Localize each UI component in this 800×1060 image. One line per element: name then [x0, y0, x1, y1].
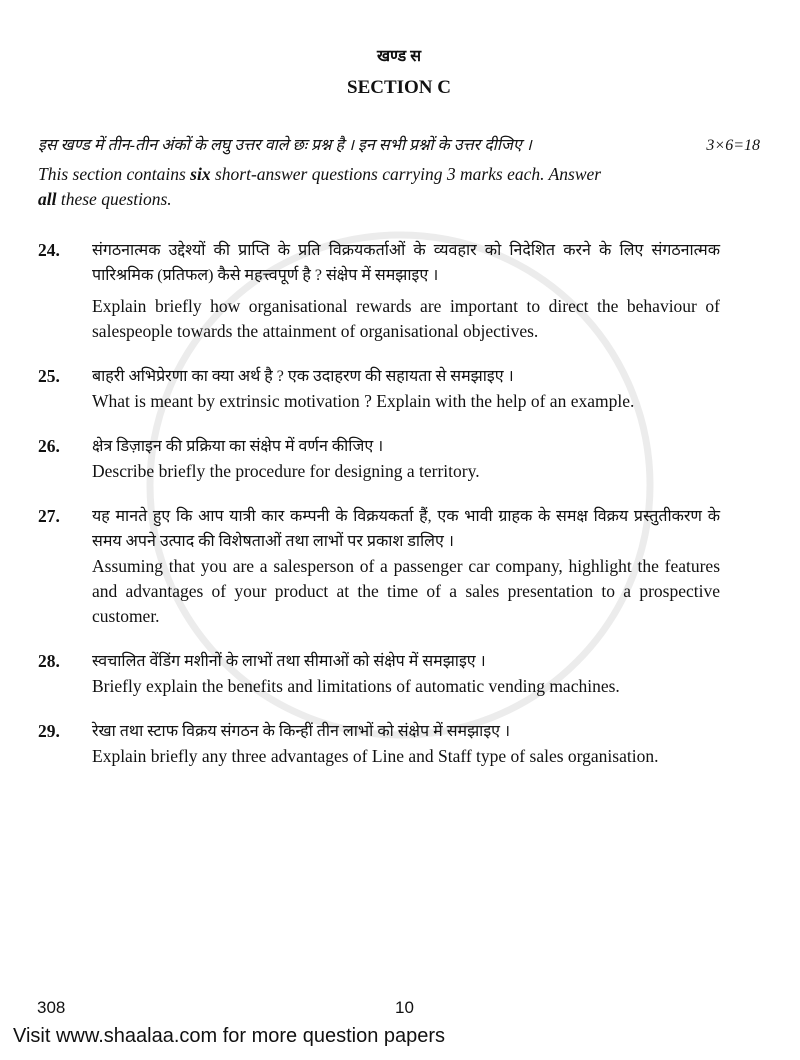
question-25 [38, 364, 720, 414]
question-english: Explain briefly how organisational rewards are important to direct the behaviour of salespeople towards the attainment of organisational objectives. [92, 296, 720, 341]
instr-bold-six: six [190, 164, 211, 184]
instr-text: these questions. [56, 189, 172, 209]
question-number: 28. [38, 651, 60, 671]
paper-code: 308 [37, 998, 66, 1017]
question-number: 29. [38, 721, 60, 741]
instructions-english [38, 162, 738, 212]
page-number: 10 [395, 998, 414, 1017]
question-list [38, 238, 760, 769]
question-hindi: यह मानते हुए कि आप यात्री कार कम्पनी के विक्रयकर्ता हैं, एक भावी ग्राहक के समक्ष विक्रय प्रस्तुतीकरण के समय अपने उत्पाद की विशेषताओं तथा लाभों पर प्रकाश डालिए । [92, 508, 720, 550]
section-title: SECTION C [347, 77, 451, 98]
instr-bold-all: all [38, 189, 57, 209]
page-content [38, 46, 760, 769]
question-number: 25. [38, 366, 60, 386]
section-marks: 3×6=18 [706, 137, 760, 154]
question-english: Describe briefly the procedure for designing a territory. [92, 461, 480, 481]
question-hindi: क्षेत्र डिज़ाइन की प्रक्रिया का संक्षेप में वर्णन कीजिए । [92, 438, 384, 455]
question-number: 24. [38, 240, 60, 260]
question-hindi: रेखा तथा स्टाफ विक्रय संगठन के किन्हीं तीन लाभों को संक्षेप में समझाइए । [92, 723, 511, 740]
question-english: Assuming that you are a salesperson of a passenger car company, highlight the features and advantages of your product at the time of a sales presentation to a prospective customer. [92, 556, 720, 626]
question-number: 27. [38, 506, 60, 526]
question-hindi: संगठनात्मक उद्देश्यों की प्राप्ति के प्रति विक्रयकर्ताओं के व्यवहार को निदेशित करने के लिए संगठनात्मक पारिश्रमिक (प्रतिफल) कैसे महत्त्वपूर्ण है ? संक्षेप में समझाइए । [92, 242, 720, 284]
instructions-hindi: इस खण्ड में तीन-तीन अंकों के लघु उत्तर वाले छः प्रश्न है । इन सभी प्रश्नों के उत्तर दीजिए । [38, 137, 532, 154]
question-24 [38, 238, 720, 344]
question-hindi: स्वचालित वेंडिंग मशीनों के लाभों तथा सीमाओं को संक्षेप में समझाइए । [92, 653, 486, 670]
question-28 [38, 649, 720, 699]
footer-visit-text: Visit www.shaalaa.com for more question papers [13, 1025, 446, 1047]
question-hindi: बाहरी अभिप्रेरणा का क्या अर्थ है ? एक उदाहरण की सहायता से समझाइए । [92, 368, 514, 385]
question-english: What is meant by extrinsic motivation ? Explain with the help of an example. [92, 391, 635, 411]
instructions-hindi-row [38, 134, 760, 158]
question-29 [38, 719, 720, 769]
question-26 [38, 434, 720, 484]
question-27 [38, 504, 720, 629]
section-hindi-title: खण्ड स [376, 48, 422, 65]
question-english: Briefly explain the benefits and limitations of automatic vending machines. [92, 676, 620, 696]
instr-text: short-answer questions carrying 3 marks each. Answer [210, 164, 602, 184]
question-english: Explain briefly any three advantages of Line and Staff type of sales organisation. [92, 746, 659, 766]
question-number: 26. [38, 436, 60, 456]
instr-text: This section contains [38, 164, 191, 184]
